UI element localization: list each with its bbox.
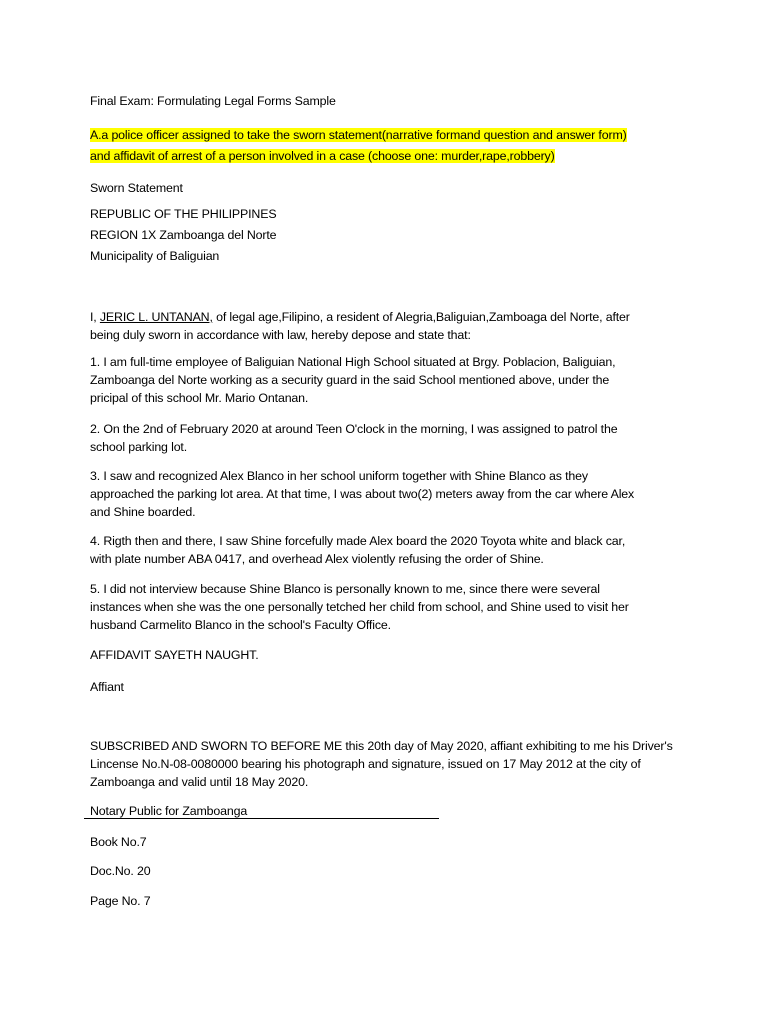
book-number-text: Book No.7 <box>90 835 147 849</box>
paragraph-line: school parking lot. <box>90 440 188 454</box>
municipality-line: Municipality of Baliguian <box>90 249 220 263</box>
page-number-text: Page No. 7 <box>90 894 151 908</box>
affiant-name: JERIC L. UNTANAN, <box>99 310 213 324</box>
affidavit-sayeth-naught <box>90 646 680 664</box>
paragraph-line: instances when she was the one personally tetched her child from school, and Shine used to visit her <box>90 600 629 614</box>
document-title-text: Final Exam: Formulating Legal Forms Sample <box>90 94 336 108</box>
paragraph-line: 3. I saw and recognized Alex Blanco in her school uniform together with Shine Blanco as they <box>90 469 588 483</box>
paragraph-line: 1. I am full-time employee of Baliguian National High School situated at Brgy. Poblacion, Baliguian, <box>90 355 616 369</box>
instruction-block <box>90 126 680 165</box>
jurat-line: SUBSCRIBED AND SWORN TO BEFORE ME this 20th day of May 2020, affiant exhibiting to me his Driver's <box>90 739 673 753</box>
sworn-statement-heading <box>90 179 680 197</box>
intro-paragraph <box>90 308 680 344</box>
paragraph-5 <box>90 580 680 634</box>
paragraph-4 <box>90 532 680 568</box>
paragraph-line: 2. On the 2nd of February 2020 at around Teen O'clock in the morning, I was assigned to patrol the <box>90 422 618 436</box>
paragraph-line: 5. I did not interview because Shine Blanco is personally known to me, since there were several <box>90 582 600 596</box>
paragraph-line: and Shine boarded. <box>90 505 196 519</box>
page-number <box>90 892 680 910</box>
paragraph-line: with plate number ABA 0417, and overhead Alex violently refusing the order of Shine. <box>90 552 544 566</box>
intro-prefix: I, <box>90 310 100 324</box>
jurat-line: Zamboanga and valid until 18 May 2020. <box>90 775 309 789</box>
intro-line-2: being duly sworn in accordance with law, hereby depose and state that: <box>90 328 471 342</box>
paragraph-line: Zamboanga del Norte working as a security guard in the said School mentioned above, under the <box>90 373 610 387</box>
caption-block <box>90 205 680 265</box>
jurat-paragraph <box>90 737 680 791</box>
sayeth-text: AFFIDAVIT SAYETH NAUGHT. <box>90 648 259 662</box>
doc-number <box>90 862 680 880</box>
doc-number-text: Doc.No. 20 <box>90 864 151 878</box>
instruction-line-2: and affidavit of arrest of a person involved in a case (choose one: murder,rape,robbery) <box>90 149 555 163</box>
sworn-statement-heading-text: Sworn Statement <box>90 181 183 195</box>
instruction-line-1: A.a police officer assigned to take the sworn statement(narrative formand question and answer form) <box>90 128 627 142</box>
paragraph-line: 4. Rigth then and there, I saw Shine forcefully made Alex board the 2020 Toyota white and black car, <box>90 534 626 548</box>
intro-line-1 <box>90 308 680 326</box>
paragraph-2 <box>90 420 680 456</box>
document-title <box>90 92 680 110</box>
paragraph-line: husband Carmelito Blanco in the school's Faculty Office. <box>90 618 391 632</box>
paragraph-line: approached the parking lot area. At that time, I was about two(2) meters away from the car where Alex <box>90 487 635 501</box>
paragraph-1 <box>90 353 680 407</box>
book-number <box>90 833 680 851</box>
affiant-text: Affiant <box>90 680 124 694</box>
paragraph-line: pricipal of this school Mr. Mario Ontanan. <box>90 391 309 405</box>
notary-signature-line <box>84 818 439 819</box>
paragraph-3 <box>90 467 680 521</box>
intro-line-1-rest: of legal age,Filipino, a resident of Alegria,Baliguian,Zamboaga del Norte, after <box>212 310 630 324</box>
region-line: REGION 1X Zamboanga del Norte <box>90 228 277 242</box>
republic-line: REPUBLIC OF THE PHILIPPINES <box>90 207 277 221</box>
affiant-label <box>90 678 680 696</box>
notary-public-text: Notary Public for Zamboanga <box>90 804 248 818</box>
jurat-line: Lincense No.N-08-0080000 bearing his photograph and signature, issued on 17 May 2012 at the city of <box>90 757 641 771</box>
